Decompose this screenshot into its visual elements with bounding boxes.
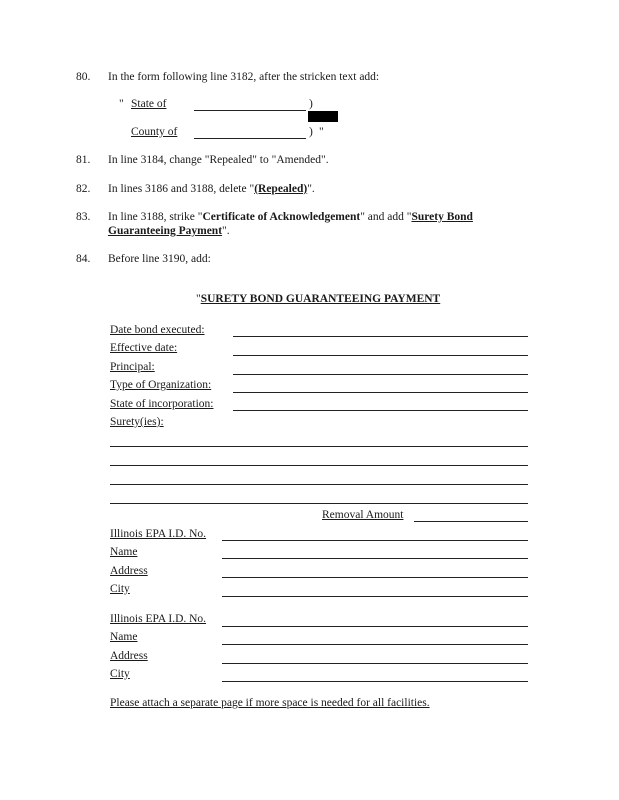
attach-note: Please attach a separate page if more space is needed for all facilities. [110, 697, 430, 709]
removal-amount-label: Removal Amount [322, 509, 404, 521]
surety-line-1 [110, 446, 528, 447]
surety-line-4 [110, 503, 528, 504]
facility2-address-label: Address [110, 650, 148, 662]
item-number-84: 84. [76, 253, 91, 265]
surety-line-3 [110, 484, 528, 485]
facility1-city-line [222, 596, 528, 597]
facility1-city-label: City [110, 583, 130, 595]
facility2-name-label: Name [110, 631, 138, 643]
facility1-epa-id-line [222, 540, 528, 541]
facility2-epa-id-label: Illinois EPA I.D. No. [110, 613, 207, 625]
facility2-address-line [222, 663, 528, 664]
state-close-paren: ) [309, 98, 313, 110]
facility1-epa-id-label: Illinois EPA I.D. No. [110, 528, 207, 540]
state-of-incorporation-line [233, 410, 528, 411]
facility1-address-label: Address [110, 565, 148, 577]
item-text-80: In the form following line 3182, after the stricken text add: [108, 71, 380, 83]
facility2-city-line [222, 681, 528, 682]
facility1-address-line [222, 577, 528, 578]
effective-date-label: Effective date: [110, 342, 178, 354]
principal-label: Principal: [110, 361, 155, 373]
item-number-80: 80. [76, 71, 91, 83]
item-number-82: 82. [76, 183, 91, 195]
county-blank-line [194, 138, 306, 139]
sureties-label: Surety(ies): [110, 416, 164, 428]
facility1-name-line [222, 558, 528, 559]
close-quote: " [319, 126, 324, 138]
facility1-name-label: Name [110, 546, 138, 558]
open-quote: " [119, 98, 124, 110]
form-title: "SURETY BOND GUARANTEEING PAYMENT [196, 293, 441, 305]
item-number-83: 83. [76, 211, 91, 223]
state-of-incorporation-label: State of incorporation: [110, 398, 214, 410]
item-text-83-line1: In line 3188, strike "Certificate of Acknowledgement" and add "Surety Bond [108, 211, 473, 223]
state-blank-line [194, 110, 306, 111]
date-bond-executed-label: Date bond executed: [110, 324, 205, 336]
state-of-label: State of [131, 98, 167, 110]
item-number-81: 81. [76, 154, 91, 166]
effective-date-line [233, 355, 528, 356]
facility2-name-line [222, 644, 528, 645]
removal-amount-line [414, 521, 528, 522]
county-of-label: County of [131, 126, 178, 138]
item-text-82: In lines 3186 and 3188, delete "(Repealed)". [108, 183, 315, 195]
redaction-box [308, 111, 338, 122]
principal-line [233, 374, 528, 375]
surety-line-2 [110, 465, 528, 466]
type-of-organization-label: Type of Organization: [110, 379, 212, 391]
item-text-83-line2: Guaranteeing Payment". [108, 225, 230, 237]
facility2-city-label: City [110, 668, 130, 680]
date-bond-executed-line [233, 336, 528, 337]
county-close-paren: ) [309, 126, 313, 138]
item-text-81: In line 3184, change "Repealed" to "Amended". [108, 154, 329, 166]
type-of-organization-line [233, 392, 528, 393]
item-text-84: Before line 3190, add: [108, 253, 211, 265]
facility2-epa-id-line [222, 626, 528, 627]
